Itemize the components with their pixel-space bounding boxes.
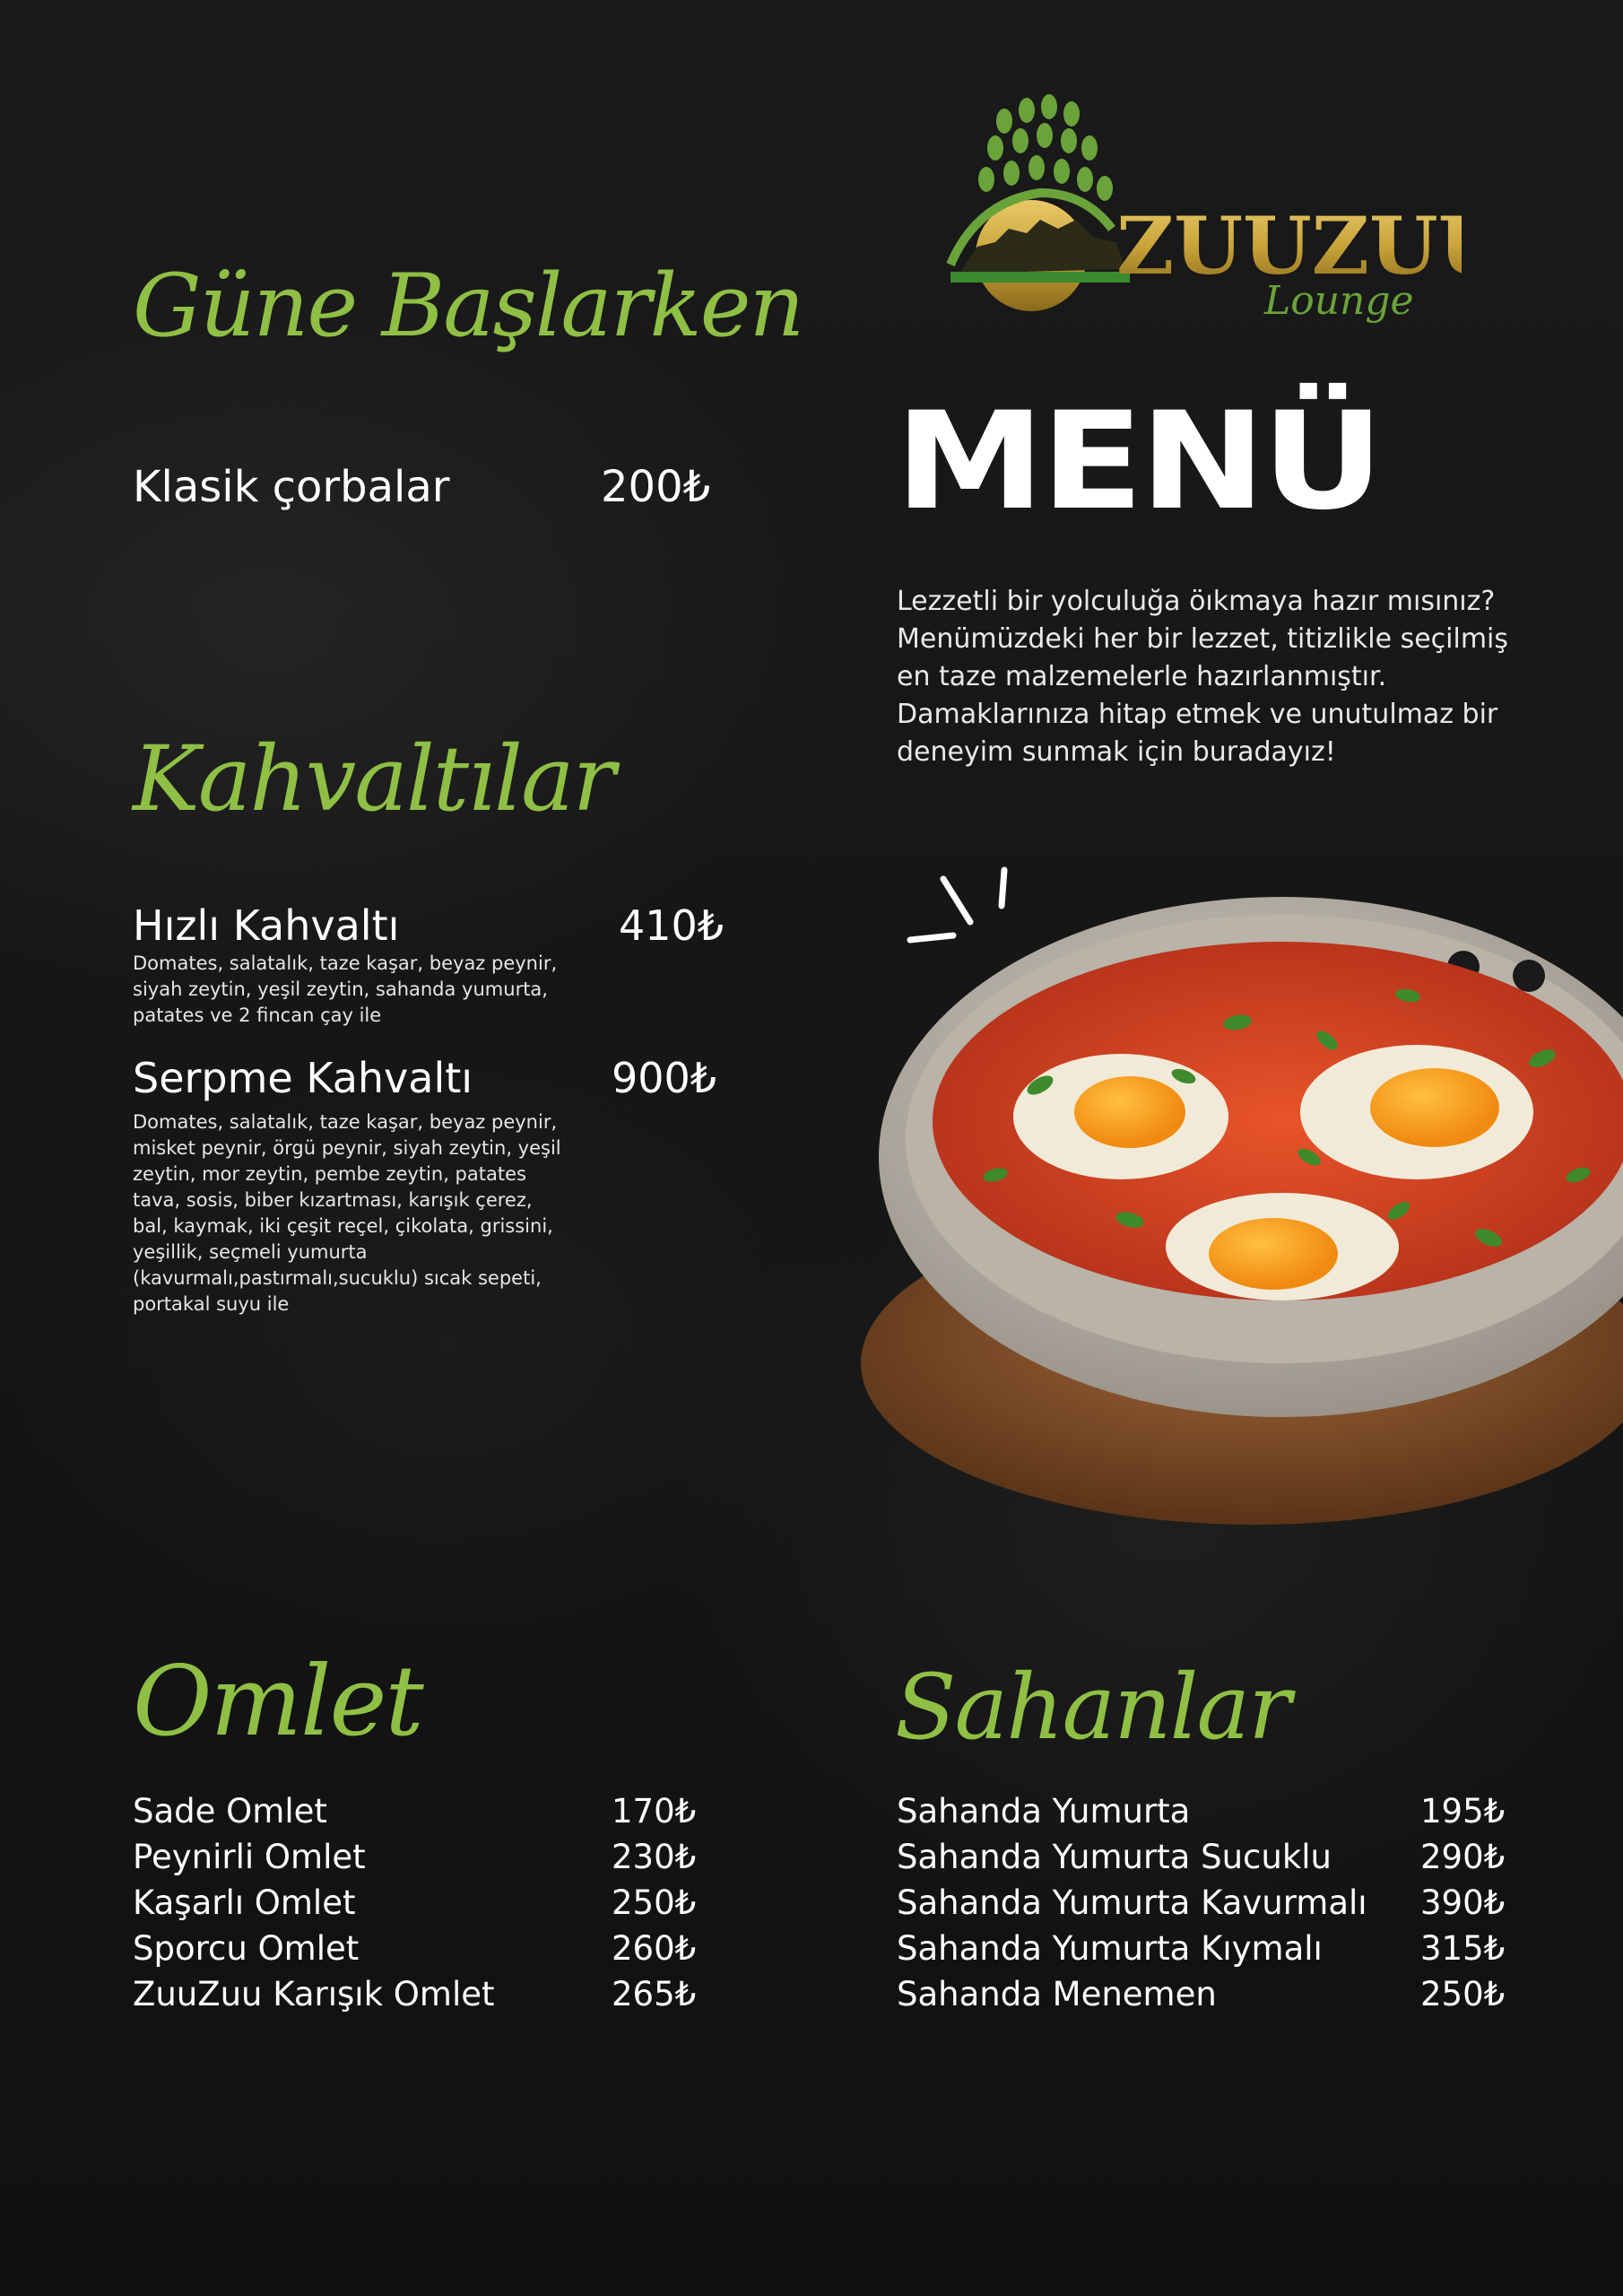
omlet-item-price: 250₺	[612, 1883, 697, 1922]
sahan-item-name: Sahanda Yumurta	[897, 1792, 1191, 1831]
item-price-hizli-kahvalti: 410₺	[619, 901, 725, 950]
section-title-omlet: Omlet	[133, 1646, 422, 1758]
sahan-item-price: 390₺	[1420, 1883, 1506, 1922]
sahan-item-name: Sahanda Menemen	[897, 1975, 1217, 2013]
sahan-item-price: 315₺	[1420, 1929, 1506, 1968]
omlet-item-name: Sade Omlet	[133, 1792, 327, 1831]
brand-name: ZUUZU	[1116, 199, 1438, 292]
omlet-item-price: 260₺	[612, 1929, 697, 1968]
item-name-klasik-corbalar: Klasik çorbalar	[133, 462, 450, 512]
menemen-pan-photo	[861, 861, 1623, 1561]
item-desc-serpme-kahvalti: Domates, salatalık, taze kaşar, beyaz peynir, misket peynir, örgü peynir, siyah zeytin, yeşil zeytin, mor zeytin, pembe zeytin, patates tava, sosis, biber kızartması, karışık çerez, bal, kaymak, iki çeşit reçel, çikolata, grissini, yeşillik, seçmeli yumurta (kavurmalı,pastırmalı,sucuklu) sıcak sepeti, portakal suyu ile	[133, 1111, 561, 1315]
sahan-item-name: Sahanda Yumurta Kıymalı	[897, 1929, 1323, 1968]
section-title-kahvalti: Kahvaltılar	[133, 726, 614, 831]
omlet-item-name: Sporcu Omlet	[133, 1929, 360, 1968]
omlet-item-name: Peynirli Omlet	[133, 1838, 366, 1876]
sahan-item-name: Sahanda Yumurta Sucuklu	[897, 1838, 1332, 1876]
item-name-hizli-kahvalti: Hızlı Kahvaltı	[133, 901, 400, 950]
brand-logo	[942, 94, 1462, 354]
omlet-item-price: 170₺	[612, 1792, 697, 1831]
sahan-item-price: 195₺	[1420, 1792, 1506, 1831]
section-title-gune: Güne Başlarken	[133, 256, 803, 356]
sahan-item-price: 250₺	[1420, 1975, 1506, 2013]
tree-lion-logo-icon	[942, 94, 1462, 354]
item-price-serpme-kahvalti: 900₺	[612, 1054, 717, 1102]
omlet-item-price: 265₺	[612, 1975, 697, 2013]
brand-sub: Lounge	[1264, 278, 1414, 324]
item-desc-hizli-kahvalti: Domates, salatalık, taze kaşar, beyaz peynir, siyah zeytin, yeşil zeytin, sahanda yumurta, patates ve 2 fincan çay ile	[133, 952, 558, 1026]
sahan-item-name: Sahanda Yumurta Kavurmalı	[897, 1883, 1367, 1922]
sahan-item-price: 290₺	[1420, 1838, 1506, 1876]
omlet-item-name: ZuuZuu Karışık Omlet	[133, 1975, 495, 2013]
omlet-item-name: Kaşarlı Omlet	[133, 1883, 356, 1922]
section-title-sahan: Sahanlar	[895, 1655, 1289, 1760]
intro-text: Lezzetli bir yolculuğa öıkmaya hazır mısınız? Menümüzdeki her bir lezzet, titizlikle seçilmiş en taze malzemelerle hazırlanmıştır. Damaklarınıza hitap etmek ve unutulmaz bir deneyim sunmak için buradayız!	[897, 586, 1509, 768]
item-price-klasik-corbalar: 200₺	[601, 462, 711, 512]
item-name-serpme-kahvalti: Serpme Kahvaltı	[133, 1054, 473, 1102]
page-title: MENÜ	[895, 384, 1381, 540]
omlet-item-price: 230₺	[612, 1838, 697, 1876]
